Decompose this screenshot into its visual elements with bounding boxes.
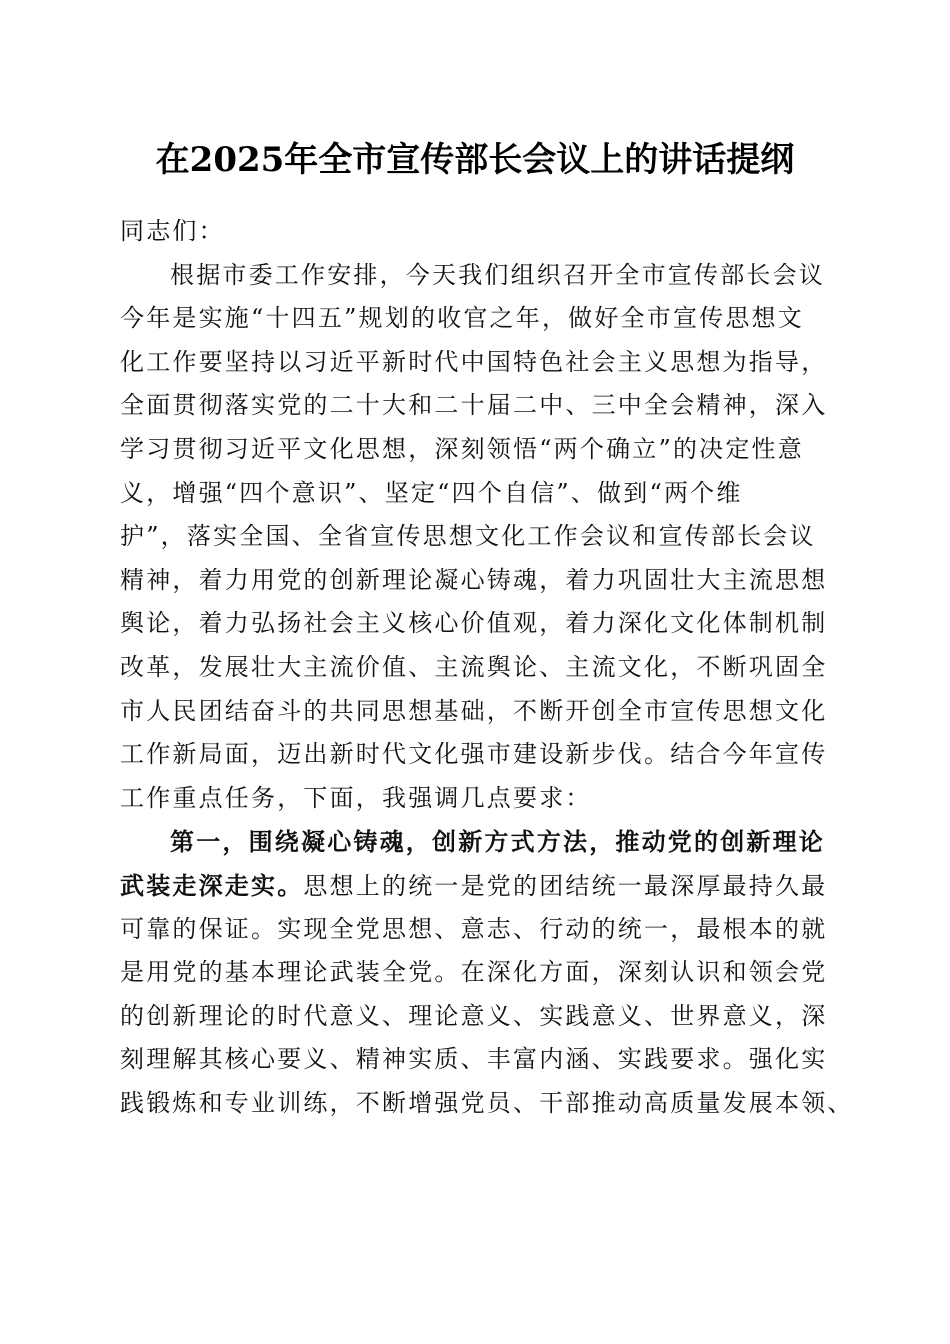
paragraph-2-line-5: 刻理解其核心要义、精神实质、丰富内涵、实践要求。强化实	[120, 1045, 828, 1074]
paragraph-2-line-1	[120, 864, 832, 908]
paragraph-1-line-8: 精神，着力用党的创新理论凝心铸魂，着力巩固壮大主流思想	[120, 565, 828, 594]
paragraph-1-line-11: 市人民团结奋斗的共同思想基础，不断开创全市宣传思想文化	[120, 696, 828, 725]
paragraph-1-line-6: 义，增强“四个意识”、坚定“四个自信”、做到“两个维	[120, 478, 743, 507]
paragraph-1-line-13: 工作重点任务，下面，我强调几点要求：	[120, 783, 592, 812]
document-title: 在2025年全市宣传部长会议上的讲话提纲	[155, 140, 795, 180]
paragraph-1-line-10: 改革，发展壮大主流价值、主流舆论、主流文化，不断巩固全	[120, 652, 828, 681]
paragraph-2-line-4: 的创新理论的时代意义、理论意义、实践意义、世界意义，深	[120, 1001, 828, 1030]
paragraph-1-line-3: 化工作要坚持以习近平新时代中国特色社会主义思想为指导，	[120, 347, 828, 376]
paragraph-1-line-5: 学习贯彻习近平文化思想，深刻领悟“两个确立”的决定性意	[120, 434, 804, 463]
paragraph-1-line-7: 护”，落实全国、全省宣传思想文化工作会议和宣传部长会议	[120, 522, 816, 551]
salutation: 同志们：	[120, 217, 225, 245]
paragraph-1-line-1: 根据市委工作安排，今天我们组织召开全市宣传部长会议	[170, 260, 825, 289]
paragraph-2-line-6: 践锻炼和专业训练，不断增强党员、干部推动高质量发展本领、	[120, 1088, 854, 1117]
section-heading-line-1: 第一，围绕凝心铸魂，创新方式方法，推动党的创新理论	[170, 827, 825, 857]
paragraph-2-line-1-text: 思想上的统一是党的团结统一最深厚最持久最	[303, 871, 828, 900]
paragraph-2-line-3: 是用党的基本理论武装全党。在深化方面，深刻认识和领会党	[120, 958, 828, 987]
document-body	[120, 210, 854, 1125]
paragraph-1-line-9: 舆论，着力弘扬社会主义核心价值观，着力深化文化体制机制	[120, 609, 828, 638]
paragraph-1-line-2: 今年是实施“十四五”规划的收官之年，做好全市宣传思想文	[120, 304, 804, 333]
paragraph-1-line-12: 工作新局面，迈出新时代文化强市建设新步伐。结合今年宣传	[120, 740, 828, 769]
paragraph-1-line-4: 全面贯彻落实党的二十大和二十届二中、三中全会精神，深入	[120, 391, 828, 420]
paragraph-2-line-2: 可靠的保证。实现全党思想、意志、行动的统一，最根本的就	[120, 914, 828, 943]
section-heading-line-2: 武装走深走实。	[120, 870, 304, 900]
